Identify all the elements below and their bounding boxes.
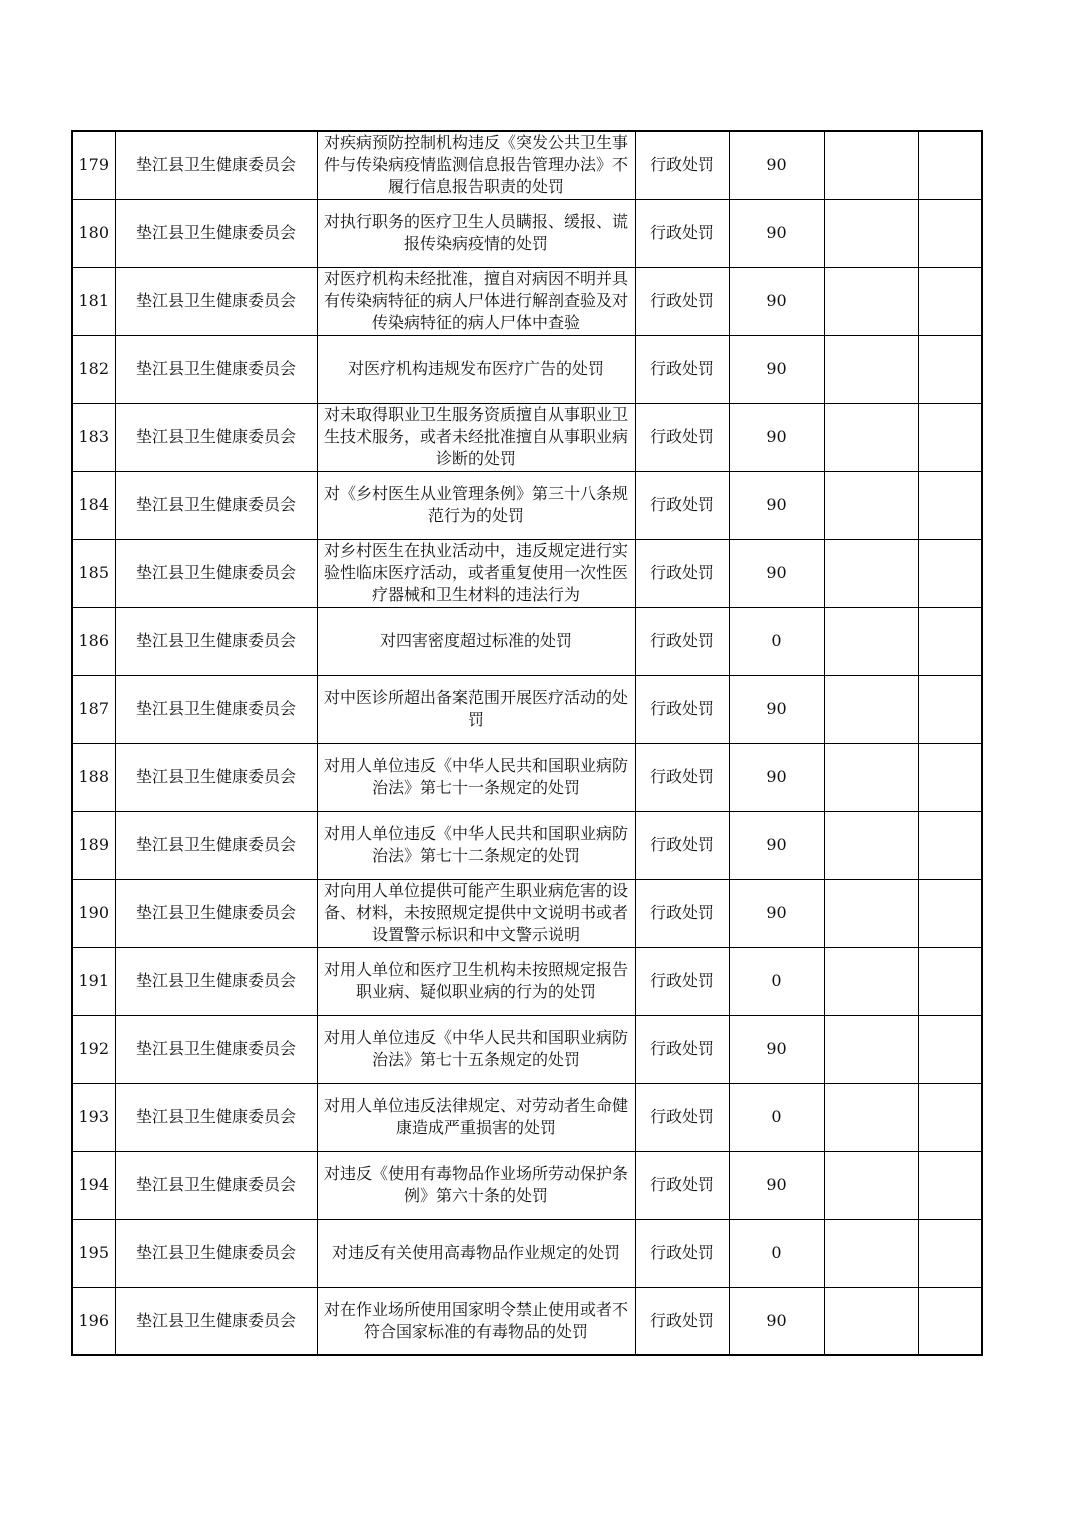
empty-cell bbox=[824, 335, 918, 403]
row-number-cell: 194 bbox=[72, 1151, 115, 1219]
empty-cell bbox=[918, 947, 982, 1015]
empty-cell bbox=[824, 131, 918, 199]
row-number-cell: 179 bbox=[72, 131, 115, 199]
empty-cell bbox=[918, 811, 982, 879]
item-name-cell: 对用人单位违反《中华人民共和国职业病防治法》第七十五条规定的处罚 bbox=[317, 1015, 635, 1083]
item-type-cell: 行政处罚 bbox=[635, 879, 729, 947]
table-row bbox=[72, 131, 982, 199]
empty-cell bbox=[918, 403, 982, 471]
empty-cell bbox=[824, 1083, 918, 1151]
row-number-cell: 193 bbox=[72, 1083, 115, 1151]
table-row bbox=[72, 1219, 982, 1287]
empty-cell bbox=[824, 1015, 918, 1083]
empty-cell bbox=[824, 403, 918, 471]
row-number-cell: 188 bbox=[72, 743, 115, 811]
item-name-cell: 对医疗机构未经批准，擅自对病因不明并具有传染病特征的病人尸体进行解剖查验及对传染病特征的病人尸体中查验 bbox=[317, 267, 635, 335]
department-cell: 垫江县卫生健康委员会 bbox=[115, 131, 317, 199]
department-cell: 垫江县卫生健康委员会 bbox=[115, 335, 317, 403]
empty-cell bbox=[824, 1219, 918, 1287]
time-limit-cell: 90 bbox=[729, 131, 824, 199]
department-cell: 垫江县卫生健康委员会 bbox=[115, 675, 317, 743]
item-name-cell: 对用人单位违反法律规定、对劳动者生命健康造成严重损害的处罚 bbox=[317, 1083, 635, 1151]
time-limit-cell: 0 bbox=[729, 1219, 824, 1287]
empty-cell bbox=[918, 267, 982, 335]
empty-cell bbox=[824, 607, 918, 675]
row-number-cell: 185 bbox=[72, 539, 115, 607]
item-type-cell: 行政处罚 bbox=[635, 607, 729, 675]
department-cell: 垫江县卫生健康委员会 bbox=[115, 267, 317, 335]
item-type-cell: 行政处罚 bbox=[635, 947, 729, 1015]
item-name-cell: 对四害密度超过标准的处罚 bbox=[317, 607, 635, 675]
time-limit-cell: 90 bbox=[729, 403, 824, 471]
empty-cell bbox=[824, 267, 918, 335]
empty-cell bbox=[918, 1287, 982, 1355]
time-limit-cell: 90 bbox=[729, 471, 824, 539]
empty-cell bbox=[918, 131, 982, 199]
empty-cell bbox=[918, 199, 982, 267]
empty-cell bbox=[918, 335, 982, 403]
department-cell: 垫江县卫生健康委员会 bbox=[115, 879, 317, 947]
empty-cell bbox=[918, 675, 982, 743]
time-limit-cell: 90 bbox=[729, 267, 824, 335]
time-limit-cell: 90 bbox=[729, 539, 824, 607]
department-cell: 垫江县卫生健康委员会 bbox=[115, 403, 317, 471]
item-type-cell: 行政处罚 bbox=[635, 1083, 729, 1151]
department-cell: 垫江县卫生健康委员会 bbox=[115, 539, 317, 607]
time-limit-cell: 0 bbox=[729, 947, 824, 1015]
table-row bbox=[72, 199, 982, 267]
item-name-cell: 对《乡村医生从业管理条例》第三十八条规范行为的处罚 bbox=[317, 471, 635, 539]
table-row bbox=[72, 1083, 982, 1151]
department-cell: 垫江县卫生健康委员会 bbox=[115, 1219, 317, 1287]
row-number-cell: 180 bbox=[72, 199, 115, 267]
empty-cell bbox=[824, 471, 918, 539]
item-name-cell: 对向用人单位提供可能产生职业病危害的设备、材料，未按照规定提供中文说明书或者设置警示标识和中文警示说明 bbox=[317, 879, 635, 947]
time-limit-cell: 90 bbox=[729, 335, 824, 403]
time-limit-cell: 90 bbox=[729, 1287, 824, 1355]
table-row bbox=[72, 539, 982, 607]
item-type-cell: 行政处罚 bbox=[635, 199, 729, 267]
item-name-cell: 对在作业场所使用国家明令禁止使用或者不符合国家标准的有毒物品的处罚 bbox=[317, 1287, 635, 1355]
item-name-cell: 对中医诊所超出备案范围开展医疗活动的处罚 bbox=[317, 675, 635, 743]
empty-cell bbox=[918, 607, 982, 675]
item-name-cell: 对违反有关使用高毒物品作业规定的处罚 bbox=[317, 1219, 635, 1287]
row-number-cell: 190 bbox=[72, 879, 115, 947]
time-limit-cell: 90 bbox=[729, 811, 824, 879]
department-cell: 垫江县卫生健康委员会 bbox=[115, 743, 317, 811]
time-limit-cell: 90 bbox=[729, 879, 824, 947]
department-cell: 垫江县卫生健康委员会 bbox=[115, 947, 317, 1015]
empty-cell bbox=[824, 1287, 918, 1355]
penalty-table bbox=[71, 130, 983, 1356]
item-type-cell: 行政处罚 bbox=[635, 811, 729, 879]
department-cell: 垫江县卫生健康委员会 bbox=[115, 1151, 317, 1219]
item-name-cell: 对医疗机构违规发布医疗广告的处罚 bbox=[317, 335, 635, 403]
empty-cell bbox=[918, 743, 982, 811]
item-type-cell: 行政处罚 bbox=[635, 403, 729, 471]
department-cell: 垫江县卫生健康委员会 bbox=[115, 811, 317, 879]
empty-cell bbox=[824, 947, 918, 1015]
empty-cell bbox=[824, 539, 918, 607]
table-row bbox=[72, 947, 982, 1015]
item-type-cell: 行政处罚 bbox=[635, 743, 729, 811]
item-type-cell: 行政处罚 bbox=[635, 539, 729, 607]
department-cell: 垫江县卫生健康委员会 bbox=[115, 471, 317, 539]
department-cell: 垫江县卫生健康委员会 bbox=[115, 607, 317, 675]
row-number-cell: 195 bbox=[72, 1219, 115, 1287]
department-cell: 垫江县卫生健康委员会 bbox=[115, 199, 317, 267]
empty-cell bbox=[918, 1151, 982, 1219]
item-type-cell: 行政处罚 bbox=[635, 131, 729, 199]
table-row bbox=[72, 879, 982, 947]
empty-cell bbox=[824, 811, 918, 879]
item-type-cell: 行政处罚 bbox=[635, 471, 729, 539]
table-row bbox=[72, 1151, 982, 1219]
item-name-cell: 对违反《使用有毒物品作业场所劳动保护条例》第六十条的处罚 bbox=[317, 1151, 635, 1219]
table-row bbox=[72, 267, 982, 335]
time-limit-cell: 90 bbox=[729, 1015, 824, 1083]
item-type-cell: 行政处罚 bbox=[635, 1151, 729, 1219]
table-row bbox=[72, 1015, 982, 1083]
item-type-cell: 行政处罚 bbox=[635, 1015, 729, 1083]
department-cell: 垫江县卫生健康委员会 bbox=[115, 1287, 317, 1355]
row-number-cell: 187 bbox=[72, 675, 115, 743]
table-row bbox=[72, 1287, 982, 1355]
item-type-cell: 行政处罚 bbox=[635, 267, 729, 335]
item-name-cell: 对执行职务的医疗卫生人员瞒报、缓报、谎报传染病疫情的处罚 bbox=[317, 199, 635, 267]
item-type-cell: 行政处罚 bbox=[635, 1287, 729, 1355]
row-number-cell: 183 bbox=[72, 403, 115, 471]
empty-cell bbox=[918, 539, 982, 607]
time-limit-cell: 0 bbox=[729, 607, 824, 675]
time-limit-cell: 90 bbox=[729, 199, 824, 267]
table-row bbox=[72, 675, 982, 743]
table-row bbox=[72, 811, 982, 879]
empty-cell bbox=[824, 743, 918, 811]
row-number-cell: 182 bbox=[72, 335, 115, 403]
empty-cell bbox=[824, 1151, 918, 1219]
item-name-cell: 对疾病预防控制机构违反《突发公共卫生事件与传染病疫情监测信息报告管理办法》不履行信息报告职责的处罚 bbox=[317, 131, 635, 199]
department-cell: 垫江县卫生健康委员会 bbox=[115, 1015, 317, 1083]
row-number-cell: 184 bbox=[72, 471, 115, 539]
time-limit-cell: 90 bbox=[729, 675, 824, 743]
empty-cell bbox=[824, 879, 918, 947]
table-body bbox=[72, 131, 982, 1355]
time-limit-cell: 90 bbox=[729, 1151, 824, 1219]
row-number-cell: 192 bbox=[72, 1015, 115, 1083]
table-row bbox=[72, 607, 982, 675]
item-type-cell: 行政处罚 bbox=[635, 1219, 729, 1287]
time-limit-cell: 90 bbox=[729, 743, 824, 811]
row-number-cell: 189 bbox=[72, 811, 115, 879]
table-row bbox=[72, 471, 982, 539]
table-row bbox=[72, 403, 982, 471]
item-name-cell: 对用人单位和医疗卫生机构未按照规定报告职业病、疑似职业病的行为的处罚 bbox=[317, 947, 635, 1015]
item-name-cell: 对用人单位违反《中华人民共和国职业病防治法》第七十一条规定的处罚 bbox=[317, 743, 635, 811]
item-type-cell: 行政处罚 bbox=[635, 675, 729, 743]
empty-cell bbox=[918, 879, 982, 947]
table-row bbox=[72, 743, 982, 811]
empty-cell bbox=[918, 1083, 982, 1151]
empty-cell bbox=[918, 1015, 982, 1083]
item-type-cell: 行政处罚 bbox=[635, 335, 729, 403]
department-cell: 垫江县卫生健康委员会 bbox=[115, 1083, 317, 1151]
item-name-cell: 对用人单位违反《中华人民共和国职业病防治法》第七十二条规定的处罚 bbox=[317, 811, 635, 879]
item-name-cell: 对乡村医生在执业活动中，违反规定进行实验性临床医疗活动，或者重复使用一次性医疗器械和卫生材料的违法行为 bbox=[317, 539, 635, 607]
item-name-cell: 对未取得职业卫生服务资质擅自从事职业卫生技术服务，或者未经批准擅自从事职业病诊断的处罚 bbox=[317, 403, 635, 471]
row-number-cell: 191 bbox=[72, 947, 115, 1015]
empty-cell bbox=[824, 199, 918, 267]
row-number-cell: 196 bbox=[72, 1287, 115, 1355]
table-row bbox=[72, 335, 982, 403]
row-number-cell: 181 bbox=[72, 267, 115, 335]
time-limit-cell: 0 bbox=[729, 1083, 824, 1151]
empty-cell bbox=[918, 471, 982, 539]
empty-cell bbox=[918, 1219, 982, 1287]
row-number-cell: 186 bbox=[72, 607, 115, 675]
empty-cell bbox=[824, 675, 918, 743]
